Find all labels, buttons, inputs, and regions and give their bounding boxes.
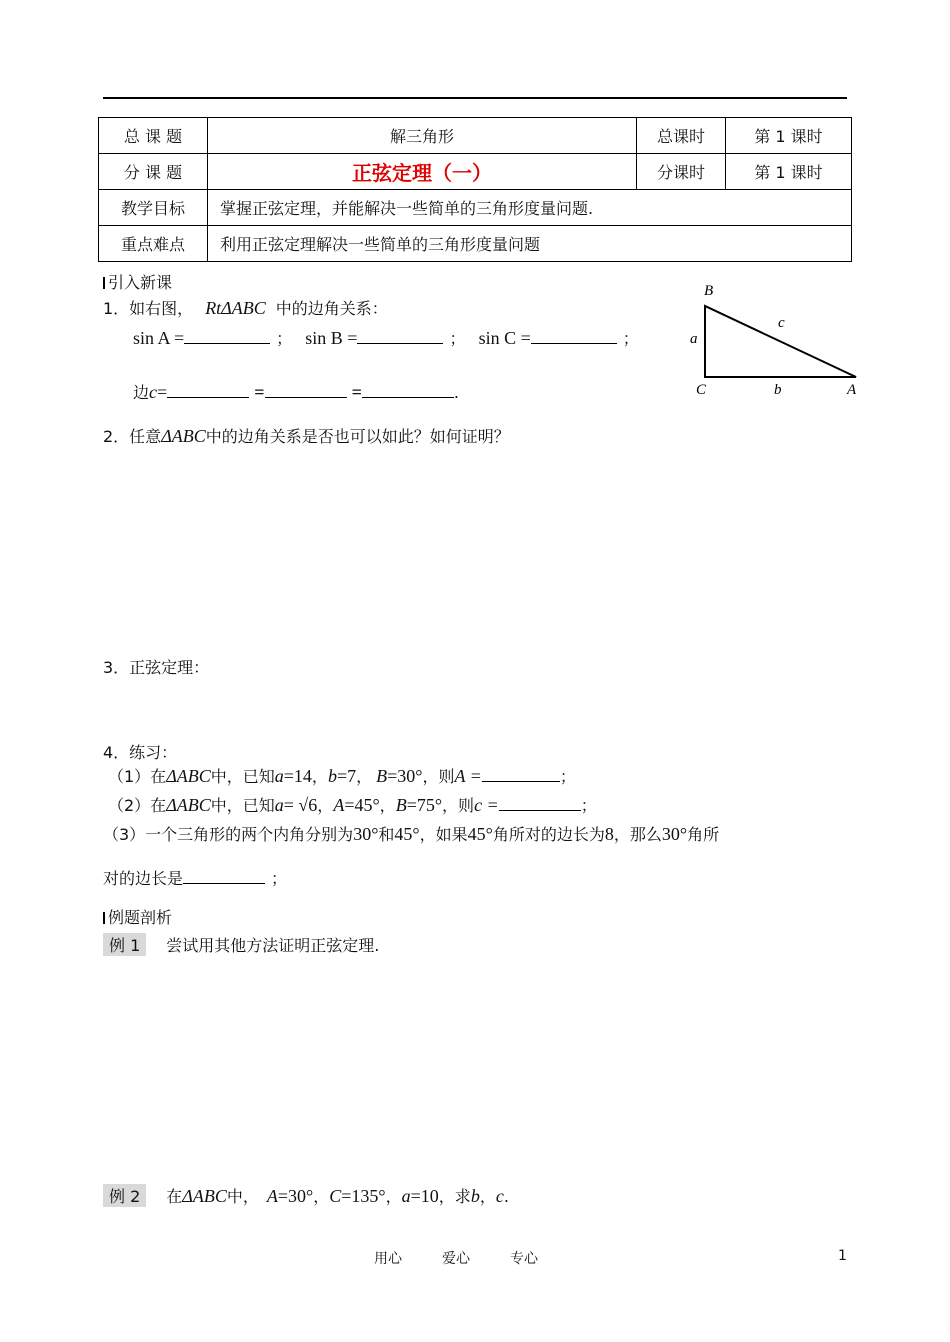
- example-triangle: ΔABC: [182, 1186, 227, 1206]
- ex2-triangle: ΔABC: [166, 795, 211, 815]
- var-b: b: [327, 766, 337, 786]
- ex1-answer-blank[interactable]: [482, 767, 560, 782]
- header-row: [99, 226, 852, 262]
- ex1-text: （1）在: [108, 767, 167, 786]
- footer-word: 用心: [374, 1251, 402, 1267]
- ex3-text: （3）一个三角形的两个内角分别为: [103, 825, 354, 844]
- edge-blank-2[interactable]: [265, 383, 347, 398]
- var-C: C: [329, 1186, 342, 1206]
- var-A: A: [266, 1186, 278, 1206]
- edge-prefix: 边: [133, 383, 150, 402]
- section-intro: [103, 270, 172, 293]
- lesson-title: 正弦定理（一）: [208, 154, 637, 190]
- period: .: [503, 1187, 509, 1206]
- hours-label-cell: 总课时: [637, 118, 726, 154]
- example-tag: 例 1: [103, 933, 146, 956]
- separator: ；: [271, 869, 288, 888]
- page-number: 1: [838, 1248, 847, 1264]
- separator: ；: [449, 329, 466, 348]
- ex3-text: 角所对的边长为: [492, 825, 605, 844]
- ex1-text: ，则: [422, 767, 455, 786]
- equals-sign: =: [351, 382, 362, 402]
- value: =30°: [277, 1186, 314, 1206]
- value: =10: [410, 1186, 439, 1206]
- section-examples: [103, 905, 172, 928]
- edge-blank-3[interactable]: [362, 383, 454, 398]
- equals-sign: =: [157, 382, 168, 402]
- angle: 45°: [467, 824, 493, 844]
- ex3-text: 角所: [687, 825, 720, 844]
- header-row: [99, 154, 852, 190]
- top-rule: [103, 97, 847, 99]
- separator: ，: [311, 767, 328, 786]
- ex3-text: ，那么: [613, 825, 662, 844]
- label-cell: 总 课 题: [99, 118, 208, 154]
- sinA-label: sin A =: [133, 328, 185, 348]
- exercise-3-cont: [103, 866, 287, 889]
- q2-suffix: 中的边角关系是否也可以如此？如何证明？: [205, 427, 510, 446]
- sinB-label: sin B =: [305, 328, 358, 348]
- exercise-1: [108, 764, 576, 787]
- separator: ；: [276, 329, 293, 348]
- section-title: 引入新课: [108, 273, 173, 292]
- equals-sign: =: [254, 382, 265, 402]
- separator: ，: [317, 796, 334, 815]
- example-1: [103, 933, 379, 956]
- section-marker: [103, 277, 105, 289]
- edge-blank-1[interactable]: [167, 383, 249, 398]
- goal-cell: 掌握正弦定理，并能解决一些简单的三角形度量问题.: [208, 190, 852, 226]
- q1-suffix: 中的边角关系：: [275, 299, 388, 318]
- triangle-figure: [680, 276, 870, 402]
- separator: ；: [580, 796, 597, 815]
- question-3: 3．正弦定理：: [103, 658, 210, 677]
- exercise-2: [108, 793, 597, 816]
- ex2-text: ，则: [442, 796, 475, 815]
- label-cell: 教学目标: [99, 190, 208, 226]
- ex2-text: （2）在: [108, 796, 167, 815]
- value: = √6: [283, 795, 318, 815]
- var-B: B: [376, 766, 388, 786]
- footer-word: 专心: [510, 1251, 538, 1267]
- angle: 30°: [353, 824, 379, 844]
- question-4-title: 4．练习：: [103, 743, 178, 762]
- q2-triangle: ΔABC: [161, 426, 206, 446]
- value: =75°: [406, 795, 443, 815]
- section-title: 例题剖析: [108, 908, 173, 927]
- angle: 30°: [661, 824, 688, 844]
- separator: ，: [313, 1187, 330, 1206]
- example-text: 在: [166, 1187, 183, 1206]
- var-b: b: [470, 1186, 480, 1206]
- sinC-label: sin C =: [478, 328, 531, 348]
- label-cell: 重点难点: [99, 226, 208, 262]
- separator: ，: [385, 1187, 402, 1206]
- ex3-answer-blank[interactable]: [183, 869, 265, 884]
- ex2-text: 中，已知: [210, 796, 275, 815]
- var-A: A: [333, 795, 345, 815]
- var-a: a: [401, 1186, 411, 1206]
- ex3-text: 和: [378, 825, 395, 844]
- label-cell: 分 课 题: [99, 154, 208, 190]
- example-text: 尝试用其他方法证明正弦定理.: [166, 936, 380, 955]
- value: =45°: [344, 795, 380, 815]
- vertex-label-C: C: [696, 382, 707, 398]
- hours-value-cell: 第 1 课时: [726, 118, 852, 154]
- footer-motto: [374, 1248, 538, 1268]
- q1-triangle: RtΔABC: [205, 298, 266, 318]
- separator: ；: [622, 329, 639, 348]
- footer-word: 爱心: [442, 1251, 470, 1267]
- sinB-blank[interactable]: [357, 329, 443, 344]
- ex2-answer-blank[interactable]: [499, 796, 581, 811]
- edge-relation-row: [133, 380, 459, 403]
- side-label-c: c: [778, 315, 785, 331]
- value: =7: [336, 766, 357, 786]
- separator: ，: [379, 796, 396, 815]
- sinC-blank[interactable]: [531, 329, 617, 344]
- section-marker: [103, 912, 105, 924]
- answer-var: c =: [474, 795, 499, 815]
- vertex-label-B: B: [704, 283, 714, 299]
- var-B: B: [395, 795, 407, 815]
- topic-cell: 解三角形: [208, 118, 637, 154]
- value: =30°: [387, 766, 423, 786]
- edge-var: c: [149, 382, 158, 402]
- number: 8: [604, 824, 614, 844]
- var-a: a: [274, 766, 284, 786]
- var-c: c: [495, 1186, 504, 1206]
- header-table: [98, 117, 852, 262]
- value: =135°: [341, 1186, 386, 1206]
- header-row: [99, 190, 852, 226]
- separator: ，: [356, 767, 373, 786]
- header-row: [99, 118, 852, 154]
- var-a: a: [274, 795, 284, 815]
- question-1: [103, 296, 388, 319]
- q1-prefix: 1．如右图，: [103, 299, 194, 318]
- separator: ；: [559, 767, 576, 786]
- ex1-text: 中，已知: [210, 767, 275, 786]
- question-2: [103, 424, 510, 447]
- key-points-cell: 利用正弦定理解决一些简单的三角形度量问题: [208, 226, 852, 262]
- value: =14: [283, 766, 312, 786]
- example-text: 中，: [226, 1187, 259, 1206]
- ex1-triangle: ΔABC: [166, 766, 211, 786]
- angle: 45°: [394, 824, 420, 844]
- sinA-blank[interactable]: [184, 329, 270, 344]
- vertex-label-A: A: [847, 382, 857, 398]
- ex3-text: ，如果: [419, 825, 468, 844]
- example-tag: 例 2: [103, 1184, 146, 1207]
- period: .: [453, 383, 459, 402]
- answer-var: A =: [454, 766, 482, 786]
- exercise-3: [103, 822, 719, 845]
- separator: ，: [479, 1187, 496, 1206]
- hours-label-cell: 分课时: [637, 154, 726, 190]
- example-2: [103, 1184, 509, 1207]
- q2-prefix: 2．任意: [103, 427, 162, 446]
- hours-value-cell: 第 1 课时: [726, 154, 852, 190]
- side-label-b: b: [774, 382, 782, 398]
- side-label-a: a: [690, 331, 698, 347]
- sine-relations-row: [133, 326, 639, 349]
- ex3-text: 对的边长是: [103, 869, 184, 888]
- example-text: ，求: [438, 1187, 471, 1206]
